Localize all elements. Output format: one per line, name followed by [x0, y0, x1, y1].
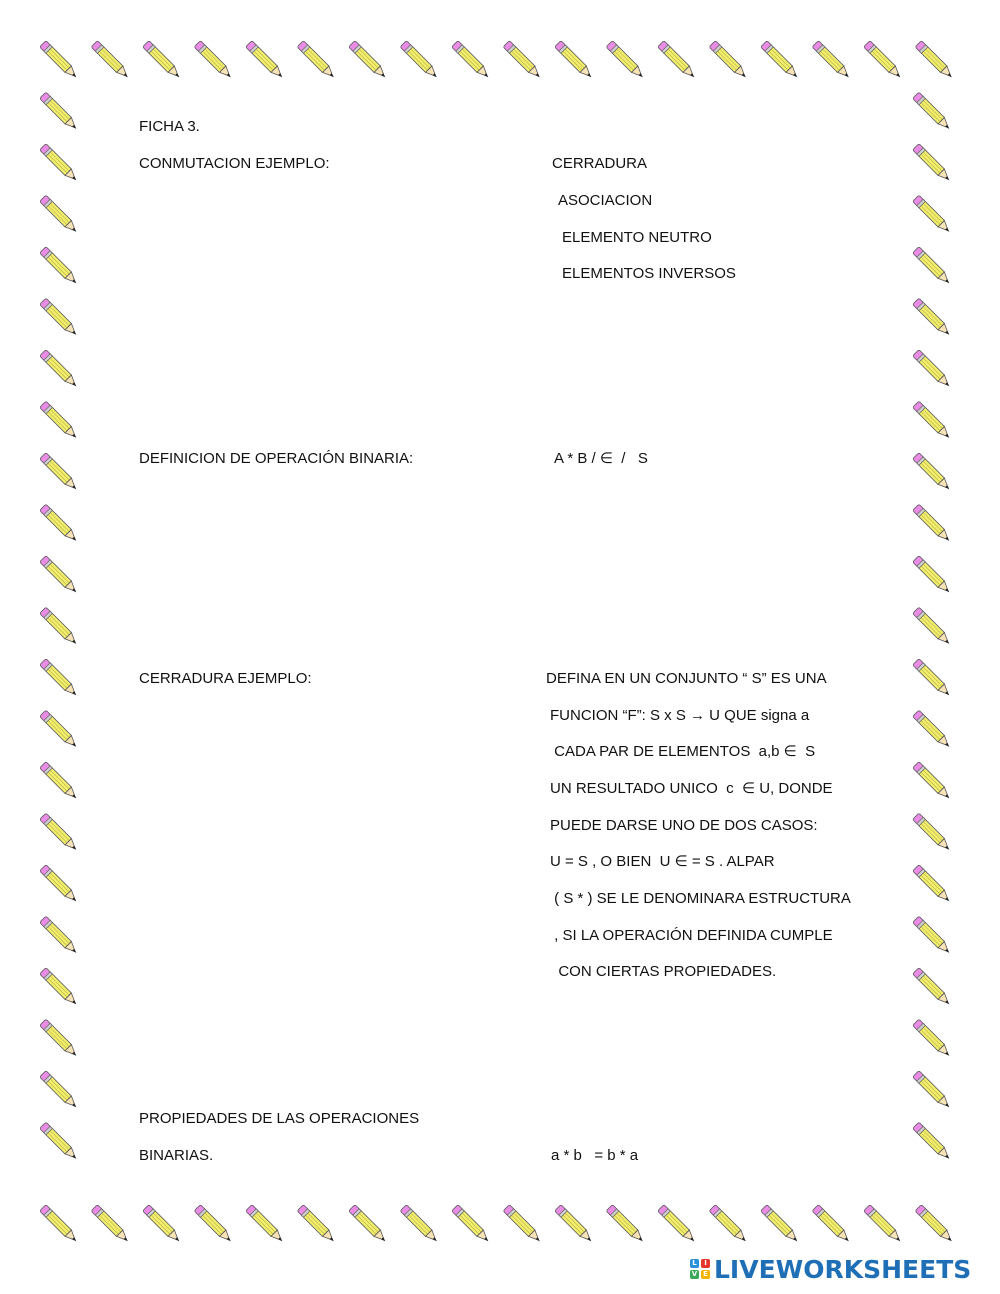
pencil-icon: [40, 92, 80, 132]
pencil-icon: [606, 41, 646, 81]
conmutacion-label: CONMUTACION EJEMPLO:: [139, 155, 330, 172]
definicion-label: DEFINICION DE OPERACIÓN BINARIA:: [139, 450, 414, 467]
pencil-icon: [761, 1205, 801, 1245]
pencil-icon: [40, 453, 80, 493]
pencil-icon: [913, 144, 953, 184]
pencil-icon: [658, 1205, 698, 1245]
pencil-icon: [913, 762, 953, 802]
cerradura-line: DEFINA EN UN CONJUNTO “ S” ES UNA: [546, 670, 827, 687]
pencil-icon: [40, 144, 80, 184]
cerradura-line: PUEDE DARSE UNO DE DOS CASOS:: [550, 817, 818, 834]
pencil-icon: [194, 41, 234, 81]
pencil-icon: [913, 298, 953, 338]
pencil-icon: [194, 1205, 234, 1245]
pencil-icon: [555, 1205, 595, 1245]
pencil-icon: [91, 41, 131, 81]
pencil-icon: [40, 710, 80, 750]
pencil-icon: [812, 1205, 852, 1245]
pencil-icon: [40, 247, 80, 287]
pencil-icon: [40, 350, 80, 390]
pencil-icon: [143, 1205, 183, 1245]
pencil-icon: [913, 401, 953, 441]
pencil-icon: [40, 607, 80, 647]
pencil-icon: [503, 41, 543, 81]
pencil-icon: [40, 556, 80, 596]
pencil-icon: [709, 1205, 749, 1245]
mark-letter: I: [701, 1259, 710, 1268]
pencil-icon: [349, 41, 389, 81]
pencil-icon: [246, 1205, 286, 1245]
pencil-icon: [913, 968, 953, 1008]
conmutacion-item: CERRADURA: [552, 155, 648, 172]
liveworksheets-mark-icon: [690, 1259, 710, 1279]
pencil-icon: [297, 1205, 337, 1245]
cerradura-line: UN RESULTADO UNICO c ∈ U, DONDE: [550, 780, 833, 797]
pencil-icon: [864, 41, 904, 81]
pencil-icon: [913, 453, 953, 493]
pencil-icon: [40, 1122, 80, 1162]
pencil-icon: [913, 1071, 953, 1111]
pencil-icon: [913, 556, 953, 596]
pencil-icon: [400, 41, 440, 81]
pencil-icon: [40, 968, 80, 1008]
pencil-icon: [400, 1205, 440, 1245]
page-title: FICHA 3.: [139, 118, 200, 135]
pencil-icon: [658, 41, 698, 81]
pencil-icon: [91, 1205, 131, 1245]
propiedades-label-cont: BINARIAS.: [139, 1147, 214, 1164]
pencil-icon: [40, 762, 80, 802]
pencil-icon: [503, 1205, 543, 1245]
pencil-icon: [761, 41, 801, 81]
pencil-icon: [40, 401, 80, 441]
cerradura-label: CERRADURA EJEMPLO:: [139, 670, 312, 687]
cerradura-line: FUNCION “F”: S x S → U QUE signa a: [550, 707, 810, 724]
pencil-icon: [40, 865, 80, 905]
conmutacion-item: ASOCIACION: [558, 192, 653, 209]
pencil-icon: [913, 92, 953, 132]
pencil-icon: [40, 659, 80, 699]
pencil-icon: [40, 195, 80, 235]
pencil-icon: [246, 41, 286, 81]
pencil-icon: [40, 1205, 80, 1245]
pencil-icon: [40, 41, 80, 81]
pencil-icon: [913, 813, 953, 853]
pencil-icon: [864, 1205, 904, 1245]
conmutacion-item: ELEMENTOS INVERSOS: [562, 265, 736, 282]
pencil-icon: [709, 41, 749, 81]
cerradura-line: CON CIERTAS PROPIEDADES.: [550, 963, 777, 980]
pencil-icon: [913, 1019, 953, 1059]
pencil-icon: [40, 813, 80, 853]
pencil-icon: [913, 195, 953, 235]
pencil-icon: [40, 1019, 80, 1059]
pencil-icon: [40, 298, 80, 338]
pencil-icon: [452, 41, 492, 81]
pencil-icon: [555, 41, 595, 81]
pencil-icon: [606, 1205, 646, 1245]
pencil-icon: [143, 41, 183, 81]
pencil-icon: [913, 504, 953, 544]
pencil-icon: [349, 1205, 389, 1245]
pencil-icon: [913, 607, 953, 647]
pencil-icon: [913, 659, 953, 699]
pencil-icon: [40, 916, 80, 956]
pencil-icon: [913, 710, 953, 750]
pencil-icon: [297, 41, 337, 81]
pencil-icon: [913, 865, 953, 905]
definicion-answer: A * B / ∈ / S: [554, 450, 648, 467]
liveworksheets-logo: [690, 1254, 971, 1284]
liveworksheets-wordmark: LIVEWORKSHEETS: [714, 1254, 972, 1284]
propiedades-label: PROPIEDADES DE LAS OPERACIONES: [139, 1110, 420, 1127]
pencil-icon: [913, 1122, 953, 1162]
conmutacion-item: ELEMENTO NEUTRO: [562, 229, 712, 246]
pencil-icon: [812, 41, 852, 81]
mark-letter: L: [690, 1259, 699, 1268]
mark-letter: E: [701, 1270, 710, 1279]
pencil-icon: [915, 1205, 955, 1245]
pencil-icon: [913, 350, 953, 390]
pencil-icon: [452, 1205, 492, 1245]
pencil-icon: [913, 247, 953, 287]
cerradura-line: U = S , O BIEN U ∈ = S . ALPAR: [550, 853, 775, 870]
cerradura-line: , SI LA OPERACIÓN DEFINIDA CUMPLE: [550, 927, 833, 944]
propiedades-answer: a * b = b * a: [551, 1147, 639, 1164]
pencil-icon: [40, 1071, 80, 1111]
cerradura-line: ( S * ) SE LE DENOMINARA ESTRUCTURA: [550, 890, 851, 907]
mark-letter: V: [691, 1270, 698, 1278]
cerradura-line: CADA PAR DE ELEMENTOS a,b ∈ S: [550, 743, 816, 760]
pencil-icon: [40, 504, 80, 544]
pencil-icon: [913, 916, 953, 956]
pencil-icon: [915, 41, 955, 81]
